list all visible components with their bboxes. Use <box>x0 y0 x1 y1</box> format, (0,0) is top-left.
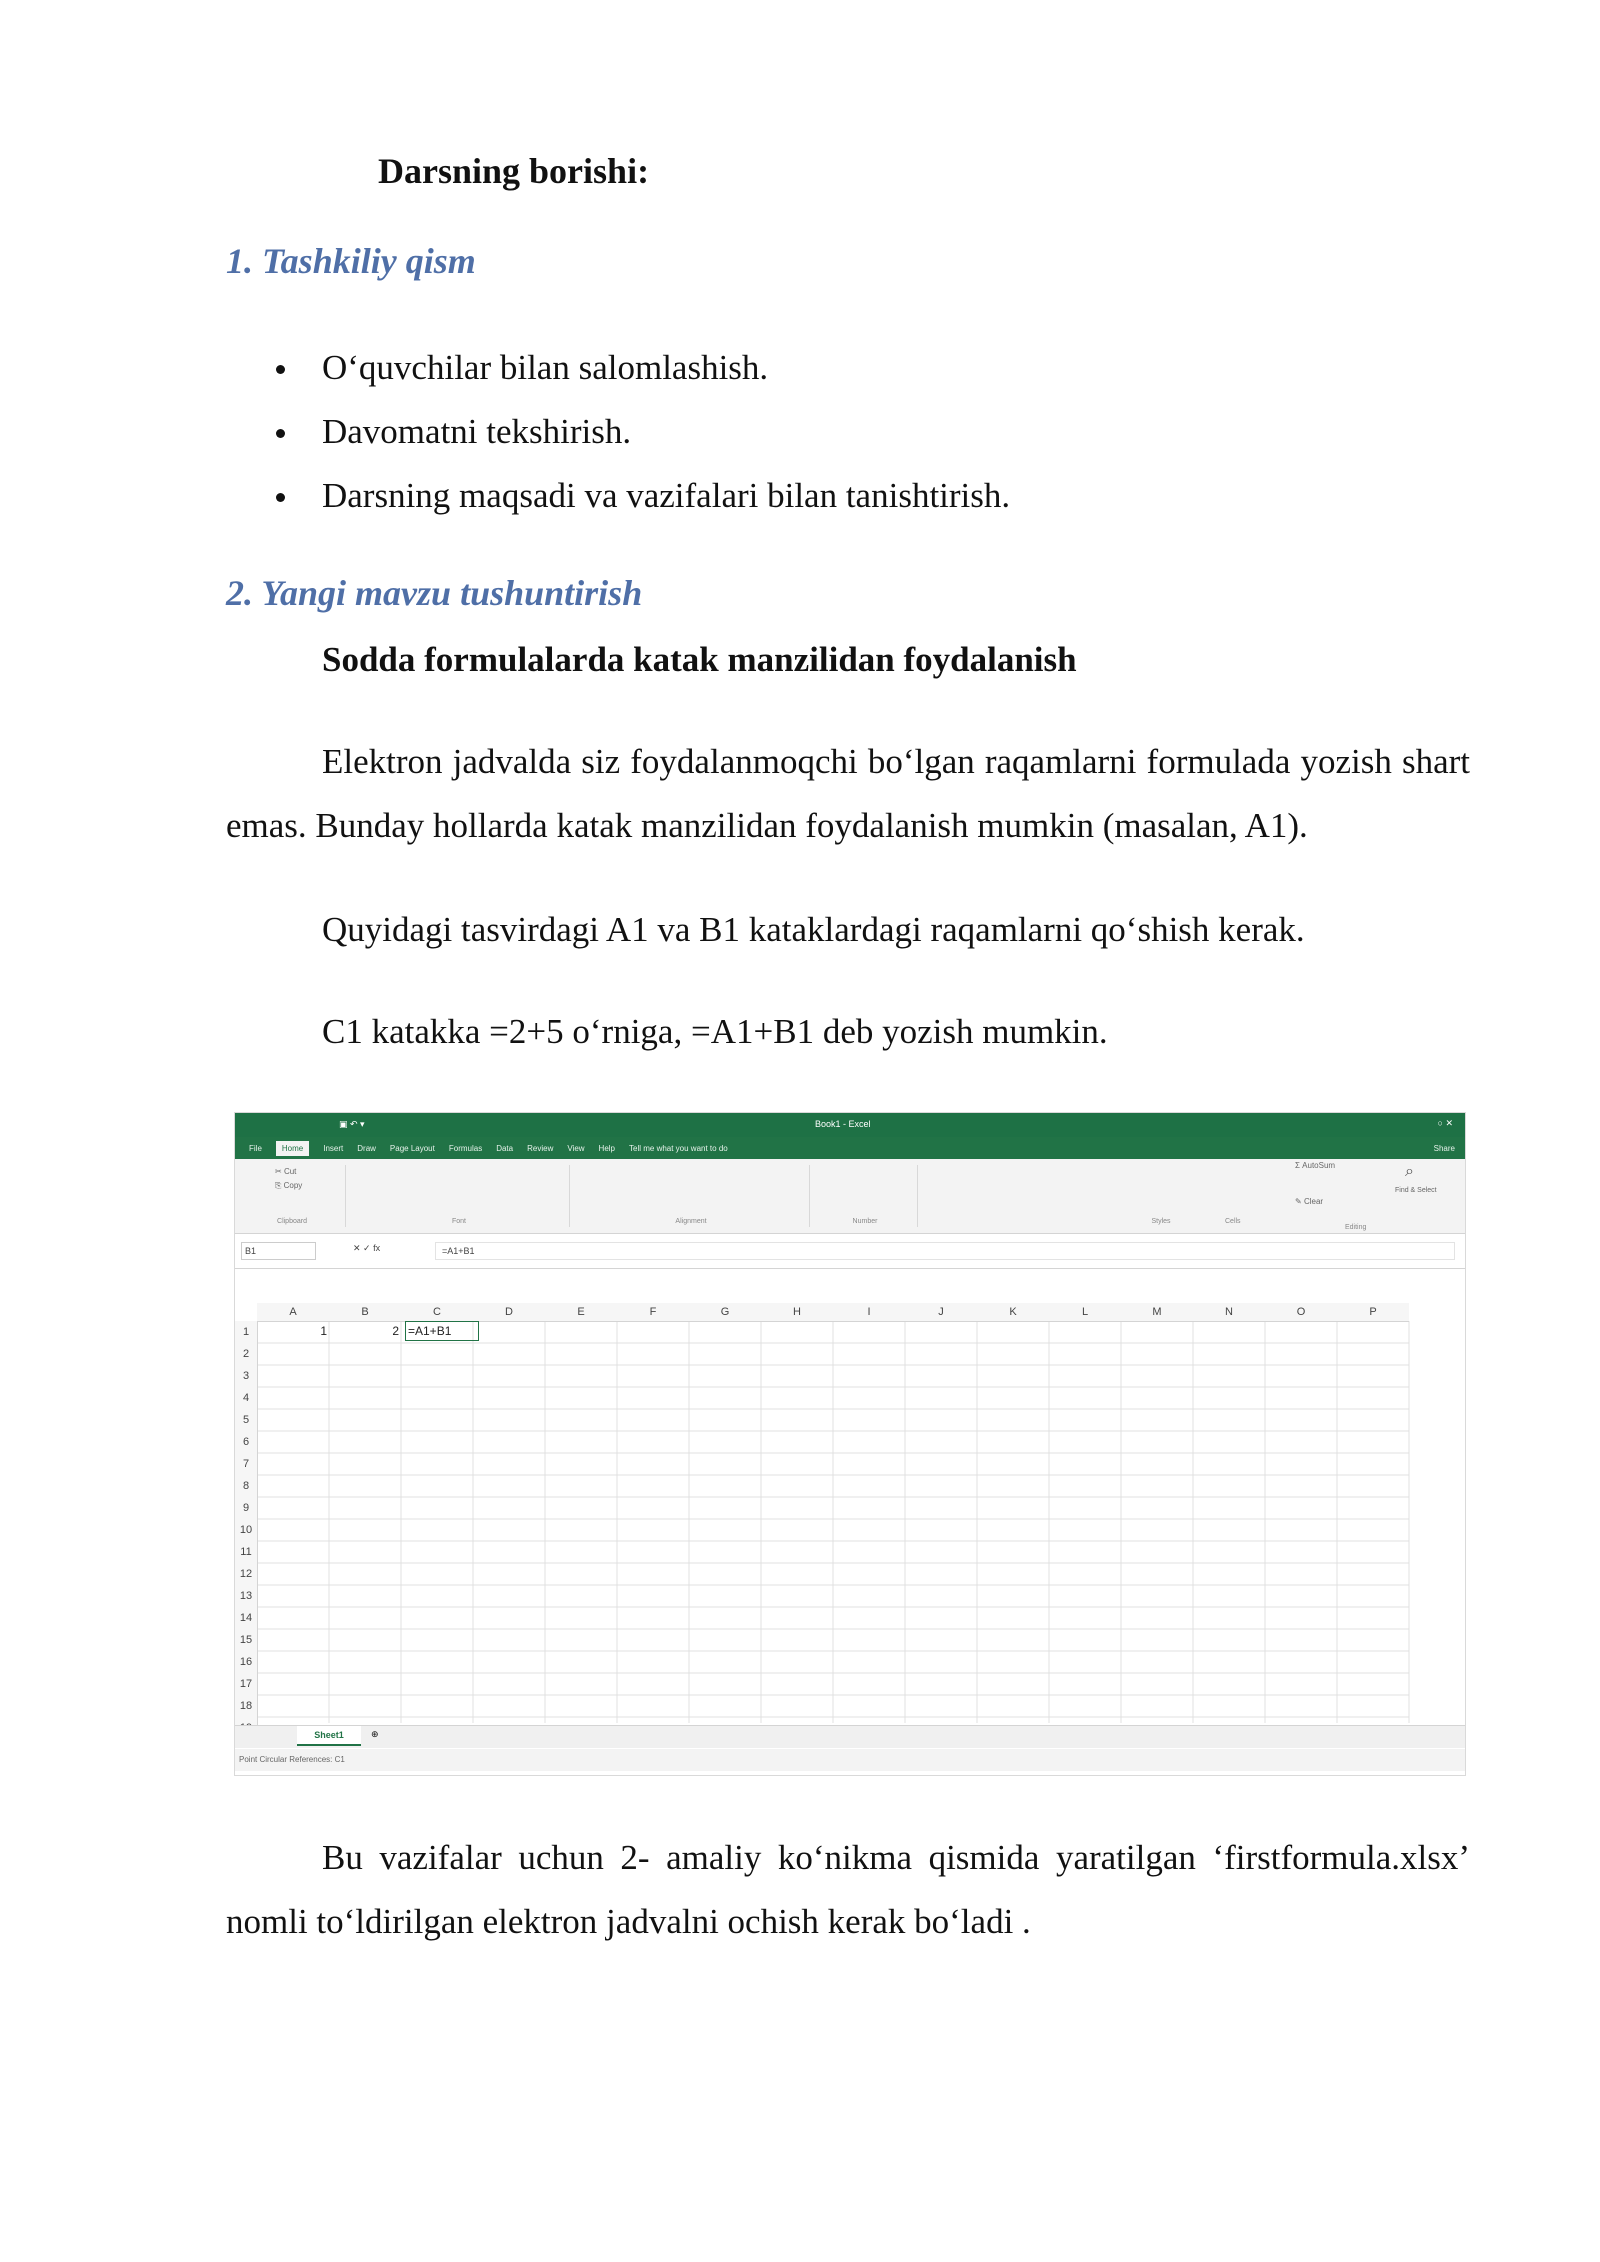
list-item-text: O‘quvchilar bilan salomlashish. <box>322 348 769 387</box>
ribbon-group-styles <box>921 1165 1401 1227</box>
ribbon-group-label: Clipboard <box>277 1218 307 1225</box>
paragraph-2: Quyidagi tasvirdagi A1 va B1 kataklardagi raqamlarni qo‘shish kerak. <box>322 910 1305 949</box>
tell-me-search[interactable]: Tell me what you want to do <box>629 1143 728 1153</box>
column-header-d[interactable]: D <box>473 1303 545 1322</box>
column-header-h[interactable]: H <box>761 1303 833 1322</box>
section-title-2: 2. Yangi mavzu tushuntirish <box>226 573 643 613</box>
ribbon-group-label: Editing <box>1345 1224 1367 1231</box>
row-header-10[interactable]: 10 <box>235 1519 258 1541</box>
save-icon: ▣ ↶ ▾ <box>339 1119 365 1129</box>
tab-help[interactable]: Help <box>598 1143 615 1153</box>
window-title: Book1 - Excel <box>815 1119 871 1129</box>
clear-button[interactable]: ✎ Clear <box>1295 1197 1324 1206</box>
clear-label: Clear <box>1303 1197 1324 1206</box>
list-item-text: Darsning maqsadi va vazifalari bilan tanishtirish. <box>322 476 1011 515</box>
tab-home[interactable]: Home <box>276 1141 309 1156</box>
excel-title-bar <box>235 1113 1465 1137</box>
ribbon-group-alignment <box>573 1165 810 1227</box>
row-header-3[interactable]: 3 <box>235 1365 258 1387</box>
bullet-dot <box>276 429 285 438</box>
row-header-1[interactable]: 1 <box>235 1321 258 1343</box>
row-header-13[interactable]: 13 <box>235 1585 258 1607</box>
paragraph-1: Elektron jadvalda siz foydalanmoqchi bo‘lgan raqamlarni formulada yozish shart emas. Bunday hollarda katak manzilidan foydalanish mumkin (masalan, A1). <box>226 742 1470 845</box>
column-header-k[interactable]: K <box>977 1303 1049 1322</box>
formula-bar <box>235 1234 1465 1269</box>
cut-label: Cut <box>283 1167 297 1176</box>
cell-c1[interactable]: =A1+B1 <box>405 1321 479 1341</box>
ribbon-group-label: Font <box>451 1218 466 1225</box>
bullet-list <box>270 346 1010 538</box>
ribbon-group-number <box>813 1165 918 1227</box>
subheading: Sodda formulalarda katak manzilidan foydalanish <box>322 640 1077 679</box>
row-header-12[interactable]: 12 <box>235 1563 258 1585</box>
column-header-l[interactable]: L <box>1049 1303 1121 1322</box>
page-heading: Darsning borishi: <box>378 151 650 191</box>
row-header-16[interactable]: 16 <box>235 1651 258 1673</box>
tab-insert[interactable]: Insert <box>323 1143 344 1153</box>
list-item <box>270 410 1010 474</box>
ribbon-tabs <box>235 1137 1465 1159</box>
row-header-6[interactable]: 6 <box>235 1431 258 1453</box>
ribbon-group-label: Alignment <box>675 1218 707 1225</box>
search-icon: ⌕ <box>1405 1163 1414 1180</box>
sheet-tab-sheet1[interactable]: Sheet1 <box>297 1726 361 1746</box>
status-text: Point Circular References: C1 <box>239 1755 345 1764</box>
copy-button[interactable]: ⎘ Copy <box>275 1181 303 1190</box>
list-item-text: Davomatni tekshirish. <box>322 412 632 451</box>
ribbon-group-font <box>349 1165 570 1227</box>
tab-view[interactable]: View <box>567 1143 585 1153</box>
ribbon-group-clipboard <box>239 1165 346 1227</box>
window-controls-icon: ○ ✕ <box>1437 1118 1453 1128</box>
bullet-dot <box>276 365 285 374</box>
row-header-18[interactable]: 18 <box>235 1695 258 1717</box>
row-header-9[interactable]: 9 <box>235 1497 258 1519</box>
find-select-button[interactable] <box>1395 1187 1445 1194</box>
paragraph-3: C1 katakka =2+5 o‘rniga, =A1+B1 deb yozish mumkin. <box>322 1012 1108 1051</box>
autosum-button[interactable]: Σ AutoSum <box>1295 1161 1336 1170</box>
column-header-i[interactable]: I <box>833 1303 905 1322</box>
gridlines <box>235 1303 1465 1723</box>
list-item <box>270 474 1010 538</box>
share-button[interactable]: Share <box>1433 1143 1455 1153</box>
column-header-a[interactable]: A <box>257 1303 329 1322</box>
column-header-o[interactable]: O <box>1265 1303 1337 1322</box>
paragraph-4: Bu vazifalar uchun 2- amaliy ko‘nikma qismida yaratilgan ‘firstformula.xlsx’ nomli to‘ldirilgan elektron jadvalni ochish kerak bo‘ladi . <box>226 1838 1470 1941</box>
section-title-1: 1. Tashkiliy qism <box>226 241 476 281</box>
cut-button[interactable]: ✂ Cut <box>275 1167 297 1176</box>
tab-file[interactable]: File <box>249 1143 262 1153</box>
tab-draw[interactable]: Draw <box>357 1143 376 1153</box>
row-header-17[interactable]: 17 <box>235 1673 258 1695</box>
ribbon-group-label: Styles <box>1151 1218 1171 1225</box>
tab-review[interactable]: Review <box>527 1143 554 1153</box>
sheet-tabs-bar <box>235 1725 1465 1748</box>
excel-screenshot <box>234 1112 1466 1776</box>
add-sheet-icon[interactable]: ⊕ <box>371 1729 379 1739</box>
column-header-e[interactable]: E <box>545 1303 617 1322</box>
row-header-7[interactable]: 7 <box>235 1453 258 1475</box>
row-header-4[interactable]: 4 <box>235 1387 258 1409</box>
column-header-g[interactable]: G <box>689 1303 761 1322</box>
cell-grid[interactable] <box>235 1303 1465 1723</box>
bullet-dot <box>276 493 285 502</box>
find-select-label: Find & Select <box>1395 1187 1437 1194</box>
autosum-label: AutoSum <box>1302 1161 1336 1170</box>
formula-input[interactable]: =A1+B1 <box>435 1242 1455 1260</box>
ribbon-group-label: Cells <box>1225 1218 1241 1225</box>
cancel-enter-fx-icon: ✕ ✓ fx <box>353 1243 381 1253</box>
cell-b1[interactable]: 2 <box>392 1324 399 1338</box>
row-header-14[interactable]: 14 <box>235 1607 258 1629</box>
column-header-n[interactable]: N <box>1193 1303 1265 1322</box>
tab-formulas[interactable]: Formulas <box>448 1143 483 1153</box>
ribbon-group-label: Number <box>852 1218 878 1225</box>
copy-label: Copy <box>283 1181 303 1190</box>
row-header-11[interactable]: 11 <box>235 1541 258 1563</box>
tab-data[interactable]: Data <box>496 1143 514 1153</box>
column-header-m[interactable]: M <box>1121 1303 1193 1322</box>
list-item <box>270 346 1010 410</box>
row-header-15[interactable]: 15 <box>235 1629 258 1651</box>
tab-page-layout[interactable]: Page Layout <box>389 1143 435 1153</box>
column-header-c[interactable]: C <box>401 1303 473 1322</box>
status-bar <box>235 1749 1466 1771</box>
column-header-f[interactable]: F <box>617 1303 689 1322</box>
row-header-5[interactable]: 5 <box>235 1409 258 1431</box>
row-header-8[interactable]: 8 <box>235 1475 258 1497</box>
column-header-j[interactable]: J <box>905 1303 977 1322</box>
column-header-b[interactable]: B <box>329 1303 401 1322</box>
row-header-2[interactable]: 2 <box>235 1343 258 1365</box>
cell-a1[interactable]: 1 <box>320 1324 327 1338</box>
column-header-p[interactable]: P <box>1337 1303 1409 1322</box>
name-box[interactable]: B1 <box>241 1242 316 1260</box>
ribbon <box>235 1159 1465 1234</box>
